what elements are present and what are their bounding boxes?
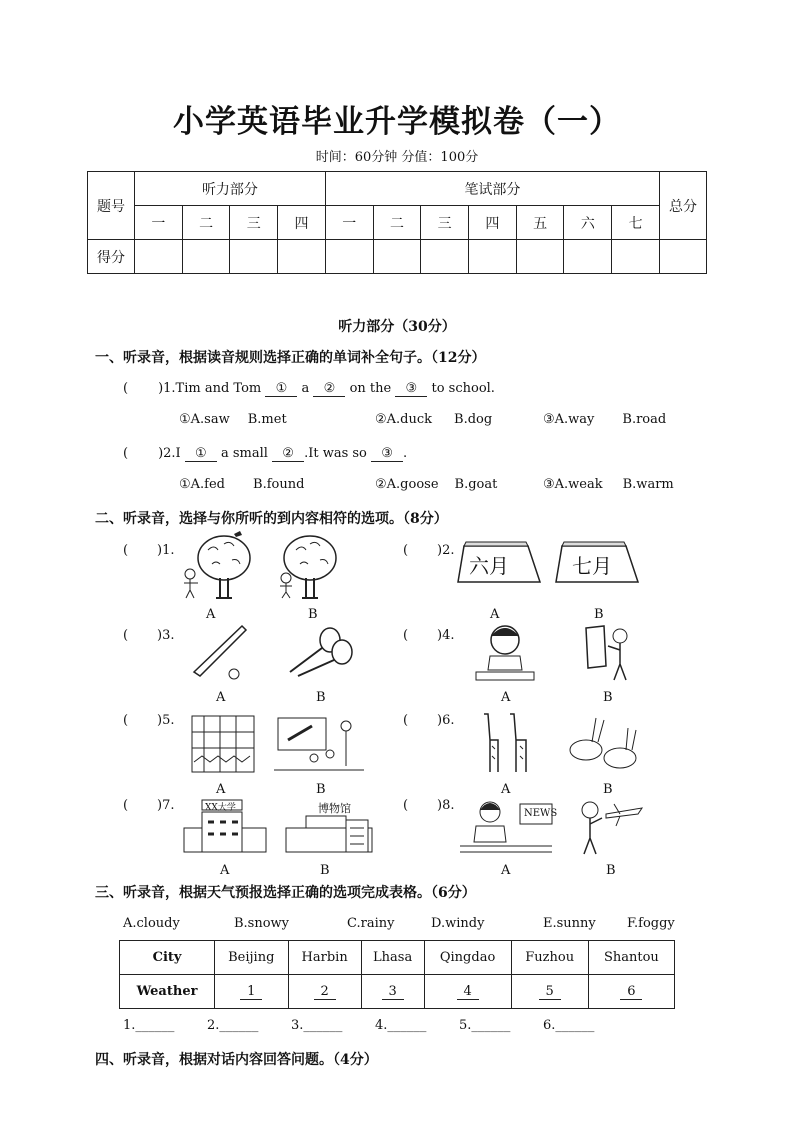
answer-line[interactable]: 4.______ [375,1018,427,1033]
july-text: 七月 [572,554,612,578]
museum-sign-text: 博物馆 [318,802,351,815]
baseball-bat-picture-a[interactable] [190,622,250,682]
num-cell: 五 [516,206,564,240]
city-header: City [120,941,215,975]
sentence-text: to school. [431,381,495,396]
paren-open: ( [123,446,129,461]
q2-item8-number: ( )8. [403,798,455,813]
answer-line[interactable]: 6.______ [543,1018,595,1033]
zoo-crowd-picture-a[interactable] [190,712,256,774]
q1-item2-options [543,477,674,492]
weather-blank-cell[interactable] [215,975,288,1009]
weather-option: A.cloudy [123,916,180,931]
weather-table [119,940,675,1009]
q1-item1-options [543,412,666,427]
score-input-cell[interactable] [660,240,707,274]
num-cell: 四 [469,206,517,240]
listening-section-title: 听力部分（30分） [338,319,456,335]
paren-open: ( [123,381,129,396]
score-input-cell[interactable] [135,240,183,274]
weather-blank-cell[interactable] [361,975,424,1009]
q2-item2-number: ( )2. [403,543,455,558]
num-cell: 二 [182,206,230,240]
option: ②A.goose [375,477,439,492]
q2-item5-number: ( )5. [123,713,175,728]
blank: ③ [395,381,427,397]
option: ①A.saw [179,412,230,427]
total-label: 总分 [660,172,707,240]
blank: 2 [314,984,336,1000]
score-input-cell[interactable] [325,240,373,274]
answer-line[interactable]: 1.______ [123,1018,175,1033]
blank: ② [272,446,304,462]
option: B.met [247,412,287,427]
num-cell: 一 [325,206,373,240]
sentence-text: a small [220,446,268,461]
weather-blank-cell[interactable] [424,975,511,1009]
news-sign-text: NEWS [524,808,558,819]
option: ③A.way [543,412,595,427]
pilot-plane-picture-b[interactable] [576,796,646,858]
option-b-label: B [594,607,604,622]
sentence-text: a [301,381,310,396]
weather-blank-cell[interactable] [511,975,588,1009]
weather-option: B.snowy [234,916,290,931]
june-text: 六月 [469,554,509,578]
paren-close: ) [158,381,164,396]
giraffes-picture-a[interactable] [474,710,540,774]
option-b-label: B [316,782,326,797]
q2-item1-number: ( )1. [123,543,175,558]
blank: ③ [371,446,403,462]
option-a-label: A [501,782,511,797]
option: B.goat [454,477,498,492]
score-table [87,171,707,274]
num-cell: 六 [564,206,612,240]
q2-item7-number: ( )7. [123,798,175,813]
blank: 5 [539,984,561,1000]
city-cell: Shantou [588,941,674,975]
weather-header: Weather [120,975,215,1009]
option: ①A.fed [179,477,226,492]
weather-option: D.windy [431,916,485,931]
option: ③A.weak [543,477,603,492]
writing-label: 笔试部分 [325,172,659,206]
blank: 1 [240,984,262,1000]
option-a-label: A [501,690,511,705]
sentence-text: .It was so [304,446,367,461]
sentence-text: on the [349,381,392,396]
answer-line[interactable]: 2.______ [207,1018,259,1033]
blank: 6 [620,984,642,1000]
q1-item2-options [179,477,304,492]
option-a-label: A [206,607,216,622]
news-reporter-picture-a[interactable] [458,798,554,858]
num-cell: 一 [135,206,183,240]
score-input-cell[interactable] [421,240,469,274]
q1-heading: 一、听录音，根据读音规则选择正确的单词补全句子。（12分） [95,350,486,366]
university-sign-text: XX大学 [205,803,236,813]
weather-blank-cell[interactable] [288,975,361,1009]
option-a-label: A [220,863,230,878]
q2-item4-number: ( )4. [403,628,455,643]
q1-item2-options [375,477,497,492]
sentence-text: 1.Tim and Tom [163,381,262,396]
option-b-label: B [606,863,616,878]
score-input-cell[interactable] [564,240,612,274]
q1-item1 [123,381,495,397]
score-input-cell[interactable] [182,240,230,274]
option-b-label: B [603,782,613,797]
q1-item1-options [179,412,287,427]
q3-heading: 三、听录音，根据天气预报选择正确的选项完成表格。（6分） [95,885,476,901]
blank: 4 [457,984,479,1000]
city-cell: Lhasa [361,941,424,975]
exam-info: 时间：60分钟 分值：100分 [315,150,479,165]
tennis-rackets-picture-b[interactable] [284,626,356,678]
option: ②A.duck [375,412,433,427]
blank: ① [265,381,297,397]
sentence-text: . [403,446,408,461]
blank: ② [313,381,345,397]
tree-kids-picture-b[interactable] [270,530,350,602]
num-cell: 二 [373,206,421,240]
option-a-label: A [216,690,226,705]
option-a-label: A [501,863,511,878]
weather-option: C.rainy [347,916,395,931]
q1-item2 [123,446,407,462]
weather-option: E.sunny [543,916,596,931]
rabbits-picture-b[interactable] [566,714,642,774]
page-title: 小学英语毕业升学模拟卷（一） [173,104,621,140]
listening-label: 听力部分 [135,172,326,206]
tree-kids-picture-a[interactable] [176,530,256,602]
score-input-cell[interactable] [278,240,326,274]
score-input-cell[interactable] [469,240,517,274]
city-cell: Beijing [215,941,288,975]
blank: ① [185,446,217,462]
option-b-label: B [308,607,318,622]
q2-heading: 二、听录音，选择与你所听的到内容相符的选项。（8分） [95,511,448,527]
score-input-cell[interactable] [230,240,278,274]
num-cell: 三 [421,206,469,240]
city-cell: Fuzhou [511,941,588,975]
answer-line[interactable]: 3.______ [291,1018,343,1033]
paren-close: ) [158,446,164,461]
option-b-label: B [316,690,326,705]
num-cell: 三 [230,206,278,240]
option: B.found [253,477,305,492]
num-cell: 七 [612,206,660,240]
answer-line[interactable]: 5.______ [459,1018,511,1033]
city-cell: Qingdao [424,941,511,975]
option-b-label: B [603,690,613,705]
defen-label: 得分 [88,240,135,274]
painting-boy-picture-b[interactable] [580,622,636,684]
city-cell: Harbin [288,941,361,975]
q2-item3-number: ( )3. [123,628,175,643]
tihao-label: 题号 [88,172,135,240]
q2-item6-number: ( )6. [403,713,455,728]
reading-girl-picture-a[interactable] [470,622,540,684]
q4-heading: 四、听录音，根据对话内容回答问题。（4分） [95,1052,378,1068]
option: B.road [622,412,667,427]
option-a-label: A [216,782,226,797]
sentence-text: 2.I [163,446,181,461]
weather-option: F.foggy [627,916,675,931]
score-input-cell[interactable] [373,240,421,274]
option: B.warm [622,477,674,492]
score-input-cell[interactable] [612,240,660,274]
score-input-cell[interactable] [516,240,564,274]
num-cell: 四 [278,206,326,240]
weather-blank-cell[interactable] [588,975,674,1009]
option: B.dog [454,412,493,427]
blank: 3 [382,984,404,1000]
q1-item1-options [375,412,492,427]
option-a-label: A [490,607,500,622]
option-b-label: B [320,863,330,878]
museum-visit-picture-b[interactable] [274,714,364,774]
